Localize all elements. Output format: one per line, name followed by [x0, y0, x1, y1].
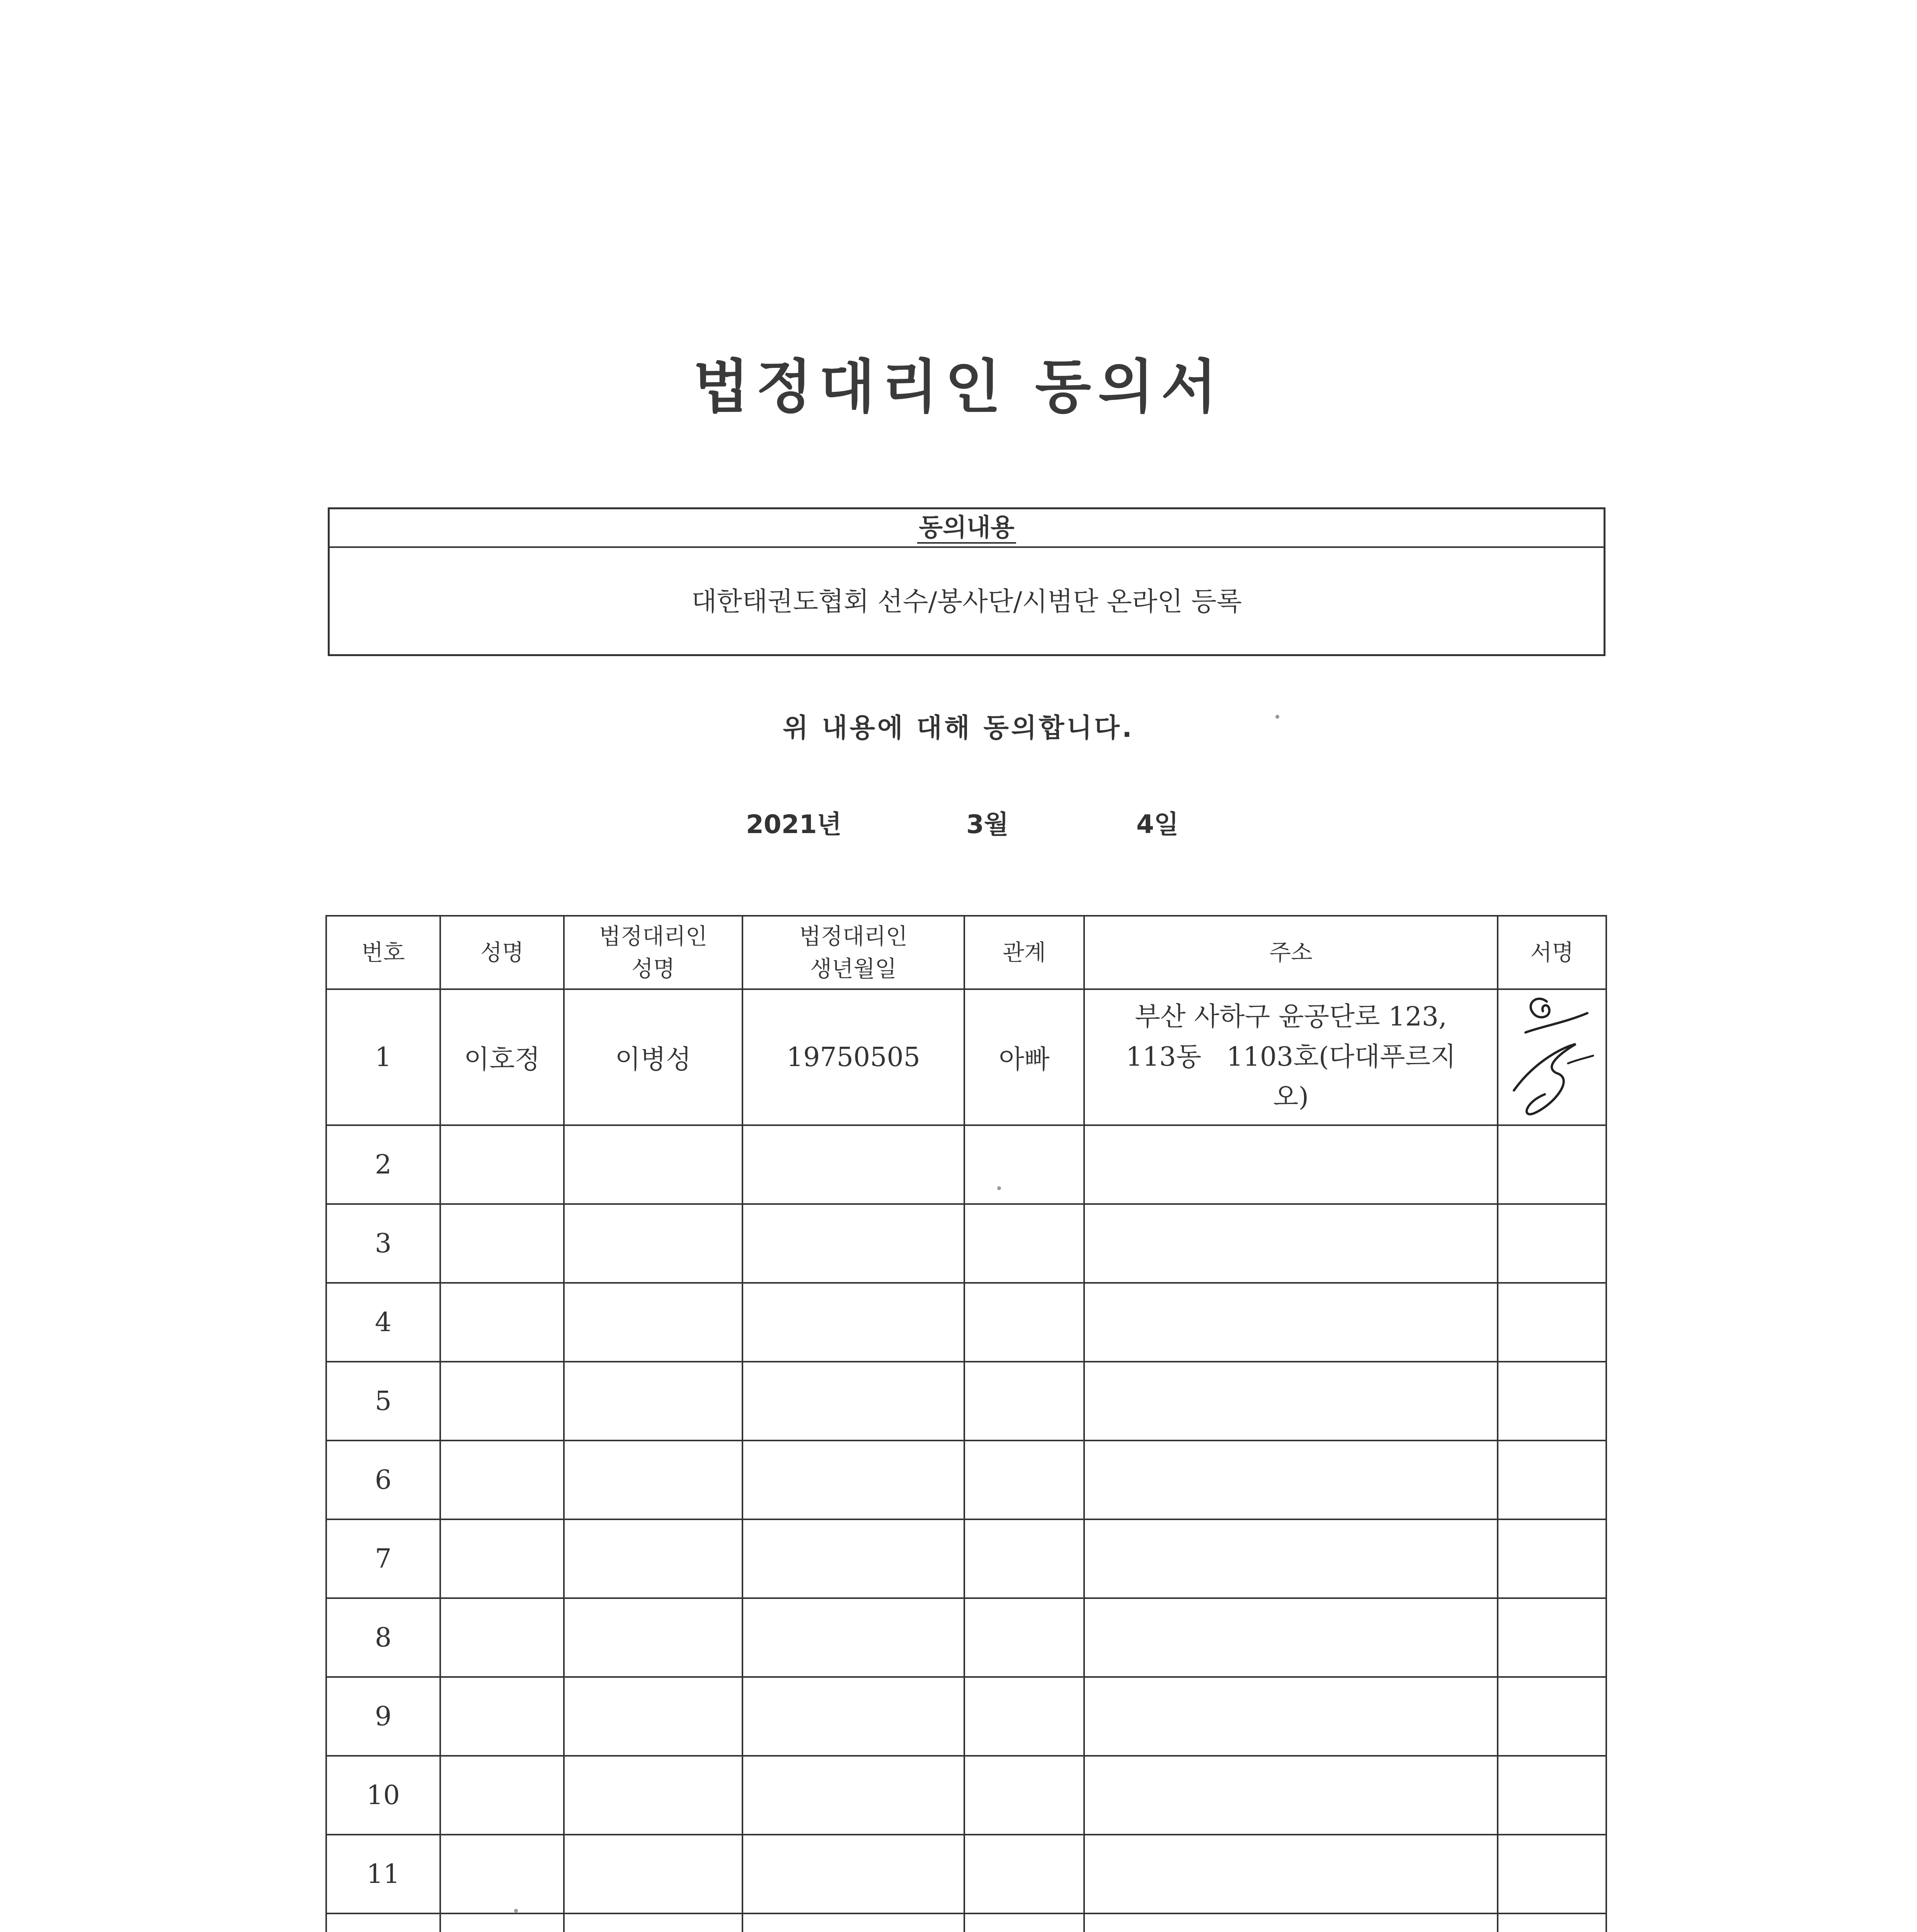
- cell-relation: [964, 1756, 1084, 1835]
- agree-statement: 위 내용에 대해 동의합니다.: [783, 713, 1134, 743]
- cell-number: 1: [326, 989, 440, 1125]
- cell-signature: [1498, 1283, 1606, 1362]
- table-row: [326, 1756, 1606, 1835]
- cell-guardian-birth: 19750505: [742, 989, 964, 1125]
- cell-signature: [1498, 1835, 1606, 1913]
- table-row: [326, 1598, 1606, 1677]
- cell-relation: [964, 1125, 1084, 1204]
- cell-guardian-name: [564, 1125, 742, 1204]
- header-signature: 서명: [1498, 916, 1606, 989]
- header-guardian-birth-line1: 법정대리인: [799, 923, 908, 949]
- cell-name: [440, 1283, 564, 1362]
- cell-guardian-name: [564, 1440, 742, 1519]
- cell-address: [1084, 1283, 1498, 1362]
- cell-relation: [964, 1440, 1084, 1519]
- cell-name: [440, 1519, 564, 1598]
- header-guardian-birth-line2: 생년월일: [810, 956, 897, 982]
- cell-relation: [964, 1677, 1084, 1756]
- cell-name: [440, 1913, 564, 1932]
- scan-speck: [1275, 715, 1279, 719]
- cell-address: [1084, 1362, 1498, 1440]
- header-guardian-name-line2: 성명: [631, 956, 675, 982]
- cell-name: [440, 1204, 564, 1283]
- cell-relation: [964, 1362, 1084, 1440]
- cell-name: [440, 1362, 564, 1440]
- cell-guardian-birth: [742, 1835, 964, 1913]
- cell-number: 11: [326, 1835, 440, 1913]
- header-name: 성명: [440, 916, 564, 989]
- cell-guardian-birth: [742, 1125, 964, 1204]
- cell-signature: [1498, 1440, 1606, 1519]
- document-title: 법정대리인 동의서: [693, 354, 1224, 421]
- address-line3: 오): [1273, 1082, 1309, 1112]
- cell-relation: [964, 1835, 1084, 1913]
- consent-header-label: 동의내용: [917, 514, 1016, 544]
- date-year: 2021년: [746, 810, 842, 839]
- cell-guardian-birth: [742, 1440, 964, 1519]
- guardian-table: [325, 915, 1607, 1932]
- cell-address: [1084, 1756, 1498, 1835]
- header-address: 주소: [1084, 916, 1498, 989]
- date-day: 4일: [1136, 810, 1179, 839]
- cell-address: [1084, 1913, 1498, 1932]
- cell-address: [1084, 1125, 1498, 1204]
- cell-guardian-name: [564, 1283, 742, 1362]
- table-row: [326, 1677, 1606, 1756]
- cell-number: 8: [326, 1598, 440, 1677]
- table-row: [326, 989, 1606, 1125]
- cell-address: [1084, 1204, 1498, 1283]
- cell-name: [440, 1677, 564, 1756]
- table-header-row: [326, 916, 1606, 989]
- cell-number: 2: [326, 1125, 440, 1204]
- cell-name: 이호정: [440, 989, 564, 1125]
- scan-speck: [514, 1909, 518, 1913]
- cell-signature: [1498, 1362, 1606, 1440]
- cell-guardian-birth: [742, 1598, 964, 1677]
- cell-signature: [1498, 1677, 1606, 1756]
- header-guardian-name: [564, 916, 742, 989]
- cell-relation: [964, 1204, 1084, 1283]
- cell-name: [440, 1125, 564, 1204]
- cell-guardian-name: 이병성: [564, 989, 742, 1125]
- cell-address: [1084, 989, 1498, 1125]
- table-row: [326, 1362, 1606, 1440]
- cell-number: [326, 1913, 440, 1932]
- cell-number: 4: [326, 1283, 440, 1362]
- consent-box: [328, 507, 1605, 656]
- consent-content: 대한태권도협회 선수/봉사단/시범단 온라인 등록: [691, 587, 1242, 617]
- cell-guardian-birth: [742, 1913, 964, 1932]
- cell-signature: [1498, 1756, 1606, 1835]
- cell-relation: 아빠: [964, 989, 1084, 1125]
- cell-address: [1084, 1598, 1498, 1677]
- address-line2: 113동 1103호(다대푸르지: [1125, 1042, 1456, 1072]
- handwritten-signature: [1510, 990, 1595, 1121]
- cell-number: 9: [326, 1677, 440, 1756]
- header-guardian-birth: [742, 916, 964, 989]
- cell-signature: [1498, 1519, 1606, 1598]
- cell-address: [1084, 1519, 1498, 1598]
- cell-number: 3: [326, 1204, 440, 1283]
- table-row: [326, 1913, 1606, 1932]
- cell-name: [440, 1756, 564, 1835]
- cell-address: [1084, 1677, 1498, 1756]
- cell-number: 6: [326, 1440, 440, 1519]
- cell-signature: [1498, 1598, 1606, 1677]
- cell-signature: [1498, 989, 1606, 1125]
- cell-signature: [1498, 1204, 1606, 1283]
- cell-guardian-name: [564, 1913, 742, 1932]
- cell-number: 5: [326, 1362, 440, 1440]
- address-line1: 부산 사하구 윤공단로 123,: [1135, 1002, 1447, 1032]
- cell-relation: [964, 1519, 1084, 1598]
- cell-guardian-name: [564, 1204, 742, 1283]
- cell-guardian-name: [564, 1756, 742, 1835]
- table-row: [326, 1283, 1606, 1362]
- cell-guardian-birth: [742, 1756, 964, 1835]
- cell-relation: [964, 1283, 1084, 1362]
- header-guardian-name-line1: 법정대리인: [599, 923, 708, 949]
- scan-speck: [997, 1186, 1001, 1190]
- table-row: [326, 1519, 1606, 1598]
- cell-guardian-birth: [742, 1283, 964, 1362]
- cell-guardian-birth: [742, 1519, 964, 1598]
- cell-number: 10: [326, 1756, 440, 1835]
- consent-header: [330, 509, 1604, 548]
- cell-guardian-name: [564, 1598, 742, 1677]
- cell-guardian-birth: [742, 1362, 964, 1440]
- header-number: 번호: [326, 916, 440, 989]
- cell-name: [440, 1440, 564, 1519]
- cell-address: [1084, 1440, 1498, 1519]
- cell-guardian-name: [564, 1362, 742, 1440]
- cell-relation: [964, 1598, 1084, 1677]
- table-row: [326, 1204, 1606, 1283]
- cell-guardian-name: [564, 1835, 742, 1913]
- cell-guardian-name: [564, 1519, 742, 1598]
- cell-guardian-birth: [742, 1204, 964, 1283]
- cell-signature: [1498, 1913, 1606, 1932]
- cell-guardian-name: [564, 1677, 742, 1756]
- table-row: [326, 1835, 1606, 1913]
- cell-guardian-birth: [742, 1677, 964, 1756]
- cell-name: [440, 1598, 564, 1677]
- table-row: [326, 1440, 1606, 1519]
- cell-name: [440, 1835, 564, 1913]
- cell-relation: [964, 1913, 1084, 1932]
- header-relation: 관계: [964, 916, 1084, 989]
- table-row: [326, 1125, 1606, 1204]
- cell-number: 7: [326, 1519, 440, 1598]
- cell-signature: [1498, 1125, 1606, 1204]
- cell-address: [1084, 1835, 1498, 1913]
- date-month: 3월: [966, 810, 1009, 839]
